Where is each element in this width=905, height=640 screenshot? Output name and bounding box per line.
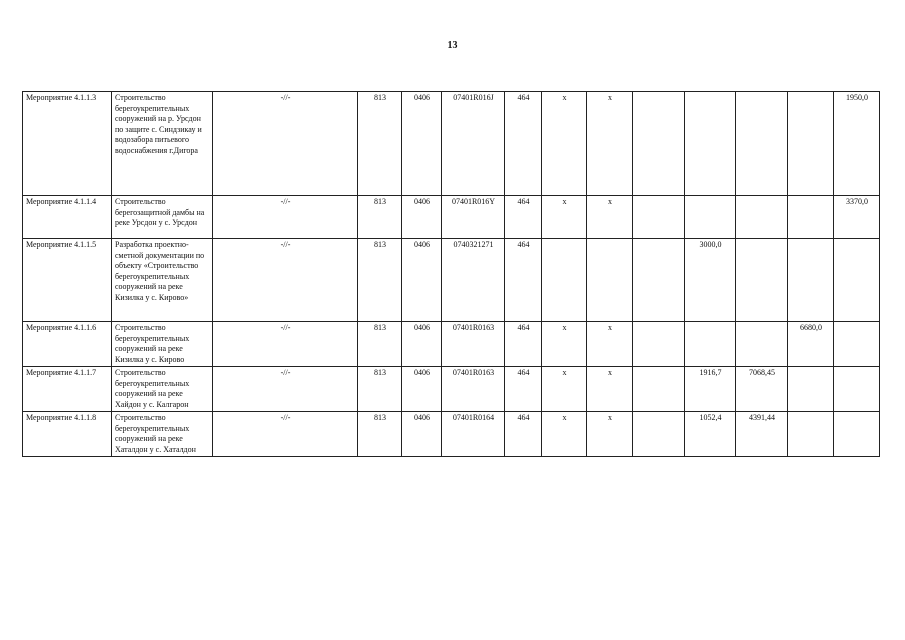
- activity-label: Мероприятие 4.1.1.6: [23, 322, 112, 367]
- activity-name: Строительство берегоукрепительных сооружений на реке Хайдон у с. Калгарон: [112, 367, 213, 412]
- value-cell-7: [834, 367, 880, 412]
- value-cell-2: [587, 239, 633, 322]
- rzpr-code-cell: 0406: [402, 196, 442, 239]
- value-cell-4: [685, 322, 736, 367]
- table-row: [23, 412, 880, 457]
- value-cell-2: х: [587, 92, 633, 196]
- value-cell-5: 7068,45: [736, 367, 788, 412]
- table-row: [23, 239, 880, 322]
- value-cell-3: [633, 412, 685, 457]
- value-cell-1: х: [542, 92, 587, 196]
- activity-label: Мероприятие 4.1.1.7: [23, 367, 112, 412]
- value-cell-3: [633, 367, 685, 412]
- csr-code-cell: 07401R016Y: [442, 196, 505, 239]
- grbs-code-cell: 813: [358, 412, 402, 457]
- vr-code-cell: 464: [505, 92, 542, 196]
- activity-name: Разработка проектно-сметной документации по объекту «Строительство берегоукрепительных сооружений на реке Кизилка у с. Кирово»: [112, 239, 213, 322]
- vr-code-cell: 464: [505, 196, 542, 239]
- value-cell-2: х: [587, 322, 633, 367]
- value-cell-5: [736, 239, 788, 322]
- table-row: [23, 322, 880, 367]
- value-cell-2: х: [587, 412, 633, 457]
- grbs-code-cell: 813: [358, 92, 402, 196]
- rzpr-code-cell: 0406: [402, 92, 442, 196]
- activity-name: Строительство берегоукрепительных сооружений на р. Урсдон по защите с. Синдзикау и водозабора питьевого водоснабжения г.Дигора: [112, 92, 213, 196]
- value-cell-1: х: [542, 196, 587, 239]
- value-cell-6: [788, 239, 834, 322]
- grbs-code-cell: 813: [358, 239, 402, 322]
- activity-label: Мероприятие 4.1.1.8: [23, 412, 112, 457]
- table-row: [23, 367, 880, 412]
- value-cell-7: [834, 239, 880, 322]
- value-cell-1: х: [542, 367, 587, 412]
- executor-cell: -//-: [213, 196, 358, 239]
- executor-cell: -//-: [213, 322, 358, 367]
- csr-code-cell: 07401R016J: [442, 92, 505, 196]
- value-cell-5: [736, 92, 788, 196]
- activity-label: Мероприятие 4.1.1.4: [23, 196, 112, 239]
- activity-name: Строительство берегоукрепительных сооружений на реке Хаталдон у с. Хаталдон: [112, 412, 213, 457]
- value-cell-6: [788, 367, 834, 412]
- value-cell-7: [834, 412, 880, 457]
- value-cell-1: х: [542, 322, 587, 367]
- value-cell-5: [736, 196, 788, 239]
- value-cell-6: 6680,0: [788, 322, 834, 367]
- program-activities-table: [22, 91, 880, 457]
- executor-cell: -//-: [213, 239, 358, 322]
- executor-cell: -//-: [213, 92, 358, 196]
- value-cell-2: х: [587, 196, 633, 239]
- value-cell-3: [633, 92, 685, 196]
- vr-code-cell: 464: [505, 322, 542, 367]
- grbs-code-cell: 813: [358, 322, 402, 367]
- vr-code-cell: 464: [505, 367, 542, 412]
- value-cell-1: х: [542, 412, 587, 457]
- value-cell-4: 1916,7: [685, 367, 736, 412]
- csr-code-cell: 07401R0163: [442, 322, 505, 367]
- value-cell-4: [685, 92, 736, 196]
- value-cell-7: 1950,0: [834, 92, 880, 196]
- value-cell-4: 3000,0: [685, 239, 736, 322]
- value-cell-6: [788, 92, 834, 196]
- activity-label: Мероприятие 4.1.1.5: [23, 239, 112, 322]
- value-cell-4: [685, 196, 736, 239]
- csr-code-cell: 07401R0164: [442, 412, 505, 457]
- rzpr-code-cell: 0406: [402, 412, 442, 457]
- executor-cell: -//-: [213, 412, 358, 457]
- grbs-code-cell: 813: [358, 367, 402, 412]
- rzpr-code-cell: 0406: [402, 322, 442, 367]
- value-cell-3: [633, 239, 685, 322]
- activity-name: Строительство берегозащитной дамбы на реке Урсдон у с. Урсдон: [112, 196, 213, 239]
- value-cell-2: х: [587, 367, 633, 412]
- table-row: [23, 196, 880, 239]
- value-cell-3: [633, 196, 685, 239]
- value-cell-5: [736, 322, 788, 367]
- activity-label: Мероприятие 4.1.1.3: [23, 92, 112, 196]
- rzpr-code-cell: 0406: [402, 367, 442, 412]
- page-number: 13: [447, 40, 458, 51]
- vr-code-cell: 464: [505, 239, 542, 322]
- value-cell-3: [633, 322, 685, 367]
- activity-name: Строительство берегоукрепительных сооружений на реке Кизилка у с. Кирово: [112, 322, 213, 367]
- rzpr-code-cell: 0406: [402, 239, 442, 322]
- value-cell-1: [542, 239, 587, 322]
- csr-code-cell: 0740321271: [442, 239, 505, 322]
- executor-cell: -//-: [213, 367, 358, 412]
- grbs-code-cell: 813: [358, 196, 402, 239]
- value-cell-5: 4391,44: [736, 412, 788, 457]
- value-cell-6: [788, 196, 834, 239]
- value-cell-7: 3370,0: [834, 196, 880, 239]
- value-cell-4: 1052,4: [685, 412, 736, 457]
- csr-code-cell: 07401R0163: [442, 367, 505, 412]
- value-cell-6: [788, 412, 834, 457]
- value-cell-7: [834, 322, 880, 367]
- vr-code-cell: 464: [505, 412, 542, 457]
- table-row: [23, 92, 880, 196]
